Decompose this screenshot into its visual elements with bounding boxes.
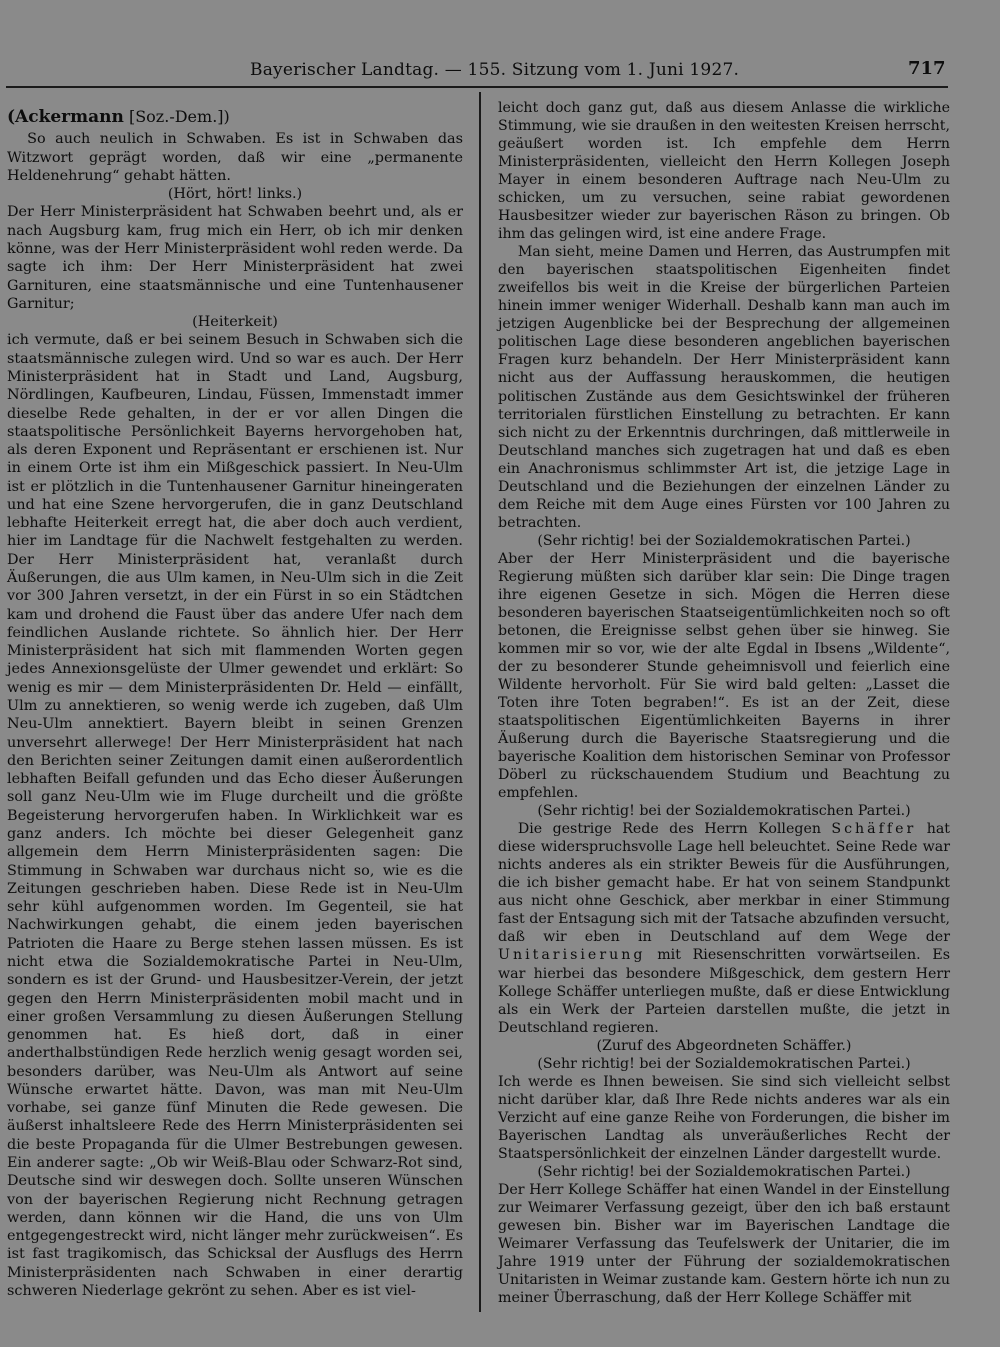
speaker-open-paren: ( [7, 107, 16, 127]
text-run: hat diese widerspruchsvolle Lage hell beleuchtet. Seine Rede war nichts anderes als ein strikter Beweis für die Ausführungen, die ich bisher gemacht habe. Er hat von seinem Standpunkt aus nicht ohne Geschick, aber merkbar in einer Stimmung fast der Entsagung sich mit der Tatsache abzufinden versucht, daß wir eben in Deutschland auf dem Wege der [498, 821, 950, 946]
header-rule [6, 86, 948, 88]
speaker-party: [Soz.-Dem.]) [128, 107, 230, 126]
running-title: Bayerischer Landtag. — 155. Sitzung vom 1. Juni 1927. [250, 60, 740, 80]
paragraph: ich vermute, daß er bei seinem Besuch in Schwaben sich die staatsmännische zulegen wird. Und so war es auch. Der Herr Ministerpräsident hat in Stadt und Land, Augsburg, Nördlingen, Kaufbeuren, Lindau, Füssen, Immenstadt immer dieselbe Rede gehalten, in der er vor allen Dingen die staatspolitische Persönlichkeit Bayerns hervorgehoben hat, als deren Exponent und Repräsentant er erschienen ist. Nur in einem Orte ist ihm ein Mißgeschick passiert. In Neu-Ulm ist er plötzlich in die Tuntenhausener Garnitur hineingeraten und hat eine Szene hervorgerufen, die in ganz Deutschland lebhafte Heiterkeit erregt hat, die aber doch auch verdient, hier im Landtage für die Nachwelt festgehalten zu werden. Der Herr Ministerpräsident hat, veranlaßt durch Äußerungen, die aus Ulm kamen, in Neu-Ulm sich in die Zeit vor 300 Jahren versetzt, in der ein Fürst in so ein Städtchen kam und drohend die Faust über das andere Ufer nach dem feindlichen Auslande richtete. So ähnlich hier. Der Herr Ministerpräsident hat sich mit flammenden Worten gegen jedes Annexionsgelüste der Ulmer gewendet und erklärt: So wenig es mir — dem Ministerpräsidenten Dr. Held — einfällt, Ulm zu annektieren, so wenig werde ich zugeben, daß Ulm Neu-Ulm annektiert. Bayern bleibt in seinen Grenzen unversehrt allerwege! Der Herr Ministerpräsident hat nach den Berichten seiner Zeitungen damit einen außerordentlich lebhaften Beifall gefunden und das Echo dieser Äußerungen soll ganz Neu-Ulm wie im Fluge durcheilt und die größte Begeisterung hervorgerufen haben. In Wirklichkeit war es ganz anders. Ich möchte bei dieser Gelegenheit ganz allgemein dem Herrn Ministerpräsidenten sagen: Die Stimmung in Schwaben war durchaus nicht so, wie es die Zeitungen geschrieben haben. Diese Rede ist in Neu-Ulm sehr kühl aufgenommen worden. Im Gegenteil, sie hat Nachwirkungen gehabt, die einem jeden bayerischen Patrioten die Haare zu Berge stehen lassen müssen. Es ist nicht etwa die Sozialdemokratische Partei in Neu-Ulm, sondern es ist der Grund- und Hausbesitzer-Verein, der jetzt gegen den Herrn Ministerpräsidenten mobil macht und in einer großen Versammlung zu diesen Äußerungen Stellung genommen hat. Es hieß dort, daß in einer anderthalbstündigen Rede herzlich wenig gesagt worden sei, besonders darüber, was Neu-Ulm als Antwort auf seine Wünsche erwartet hätte. Davon, was man mit Neu-Ulm vorhabe, sei ganze fünf Minuten die Rede gewesen. Die äußerst inhaltsleere Rede des Herrn Ministerpräsidenten sei die beste Propaganda für die Ulmer Bestrebungen gewesen. Ein anderer sagte: „Ob wir Weiß-Blau oder Schwarz-Rot sind, Deutsche sind wir deswegen doch. Sollte unseren Wünschen von der bayerischen Regierung nicht Rechnung getragen werden, dann können wir die Hand, die uns von Ulm entgegengestreckt wird, nicht länger mehr zurückweisen“. Es ist fast tragikomisch, das Schicksal der Ausflugs des Herrn Ministerpräsidenten nach Schwaben in einer derartig schweren Niederlage gekrönt zu sehen. Aber es ist viel- [7, 332, 463, 1299]
page-number: 717 [908, 58, 946, 79]
page-header [0, 58, 1000, 84]
interjection: (Sehr richtig! bei der Sozialdemokratischen Partei.) [537, 532, 911, 549]
text-run: Die gestrige Rede des Herrn Kollegen [517, 821, 832, 838]
speaker-name: Ackermann [15, 107, 124, 127]
interjection: (Sehr richtig! bei der Sozialdemokratischen Partei.) [537, 1055, 911, 1072]
paragraph: Der Herr Ministerpräsident hat Schwaben beehrt und, als er nach Augsburg kam, frug mich ein Herr, ob ich mir denken könne, was der Herr Ministerpräsident wohl reden werde. Da sagte ich ihm: Der Herr Ministerpräsident hat zwei Garnituren, eine staatsmännische und eine Tuntenhausener Garnitur; [7, 204, 463, 312]
right-column [498, 99, 950, 1307]
text-run: mit Riesenschritten vorwärtseilen. Es war hierbei das besondere Mißgeschick, dem gestern Herr Kollege Schäffer unterliegen mußte, daß er diese Entwicklung als ein Werk der Parteien darstellen mußte, die jetzt in Deutschland regieren. [498, 947, 950, 1036]
spaced-name: Schäffer [831, 821, 917, 838]
column-divider [479, 92, 481, 1312]
interjection: (Sehr richtig! bei der Sozialdemokratischen Partei.) [537, 1163, 911, 1180]
paragraph [498, 820, 950, 1036]
speaker-line [7, 108, 463, 126]
paragraph: Man sieht, meine Damen und Herren, das Austrumpfen mit den bayerischen staatspolitischen Eigenheiten findet zweifellos bis weit in die Kreise der bürgerlichen Parteien hinein immer weniger Widerhall. Deshalb kann man auch im jetzigen Augenblicke bei der Besprechung der allgemeinen politischen Lage diese besonderen angeblichen bayerischen Fragen kurz behandeln. Der Herr Ministerpräsident kann nicht aus der Auffassung herauskommen, die heutigen politischen Zustände aus dem Gesichtswinkel der früheren territorialen fürstlichen Einstellung zu betrachten. Er kann sich nicht zu der Erkenntnis durchringen, daß mittlerweile in Deutschland manches sich zugetragen hat und daß es eben ein Anachronismus schlimmster Art ist, die jetzige Lage in Deutschland und die Beziehungen der einzelnen Länder zu dem Reiche mit dem Auge eines Fürsten vor 100 Jahren zu betrachten. [498, 244, 950, 531]
paragraph: Der Herr Kollege Schäffer hat einen Wandel in der Einstellung zur Weimarer Verfassung gezeigt, über den ich baß erstaunt gewesen bin. Bisher war im Bayerischen Landtage die Weimarer Verfassung das Teufelswerk der Unitarier, die im Jahre 1919 unter der Führung der sozialdemokratischen Unitaristen in Weimar zustande kam. Gestern hörte ich nun zu meiner Überraschung, daß der Herr Kollege Schäffer mit [498, 1181, 950, 1307]
interjection: (Sehr richtig! bei der Sozialdemokratischen Partei.) [537, 803, 911, 820]
paragraph: leicht doch ganz gut, daß aus diesem Anlasse die wirkliche Stimmung, wie sie draußen in den weitesten Kreisen herrscht, geäußert worden ist. Ich empfehle dem Herrn Ministerpräsidenten, vielleicht den Herrn Kollegen Joseph Mayer in einem besonderen Auftrage nach Neu-Ulm zu schicken, um zu versuchen, seine rabiat gewordenen Hausbesitzer wieder zur bayerischen Räson zu bringen. Ob ihm das gelingen wird, ist eine andere Frage. [498, 100, 950, 243]
paragraph: Aber der Herr Ministerpräsident und die bayerische Regierung müßten sich darüber klar sein: Die Dinge tragen ihre eigenen Gesetze in sich. Mögen die Herren diese besonderen bayerischen Staatseigentümlichkeiten noch so oft betonen, die Ereignisse selbst gehen über sie hinweg. Sie kommen mir so vor, wie der alte Egdal in Ibsens „Wildente“, der zu besonderer Stunde geheimnisvoll und feierlich eine Wildente hervorholt. Für Sie wird bald gelten: „Lasset die Toten ihre Toten begraben!“. Es ist an der Zeit, diese staatspolitischen Eigentümlichkeiten Bayerns in ihrer Äußerung durch die Bayerische Staatsregierung und die bayerische Koalition dem historischen Seminar von Professor Döberl zu rückschauendem Studium und Beachtung zu empfehlen. [498, 550, 950, 802]
interjection: (Hört, hört! links.) [167, 186, 303, 203]
left-column [7, 108, 463, 1300]
paragraph: Ich werde es Ihnen beweisen. Sie sind sich vielleicht selbst nicht darüber klar, daß Ihre Rede nichts anderes war als ein Verzicht auf eine ganze Reihe von Forderungen, die bisher im Bayerischen Landtag als unveräußerliches Recht der Staatspersönlichkeit der einzelnen Länder dargestellt wurde. [498, 1073, 950, 1162]
paragraph: So auch neulich in Schwaben. Es ist in Schwaben das Witzwort geprägt worden, daß wir eine „permanente Heldenehrung“ gehabt hätten. [7, 131, 463, 184]
spaced-emphasis: Unitarisierung [498, 947, 646, 964]
interjection: (Heiterkeit) [192, 314, 278, 331]
interjection: (Zuruf des Abgeordneten Schäffer.) [596, 1037, 852, 1054]
